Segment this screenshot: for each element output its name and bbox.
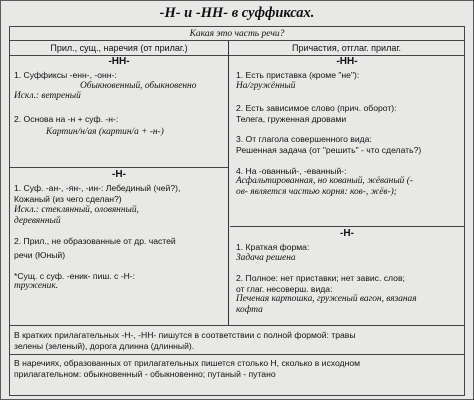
right-nn-example-3: Решенная задача (от "решить" - что сделать?): [236, 144, 422, 155]
right-n-header: -Н-: [340, 228, 354, 239]
left-nn-rule-2: 2. Основа на -н + суф. -н-:: [14, 113, 119, 124]
left-n-header: -Н-: [112, 169, 126, 180]
left-n-exception-2: деревянный: [14, 215, 61, 226]
right-nn-rule-1: 1. Есть приставка (кроме "не"):: [236, 70, 360, 80]
left-n-rule-1: 1. Суф. -ан-, -ян-, -ин-: Лебединый (чей?),: [14, 183, 181, 193]
right-n-rule-1: 1. Краткая форма:: [236, 242, 310, 252]
left-nn-exception-1: Искл.: ветреный: [14, 91, 81, 102]
left-n-example-2: речи (Юный): [14, 249, 66, 260]
right-nn-rule-2: 2. Есть зависимое слово (прич. оборот):: [236, 103, 397, 114]
right-n-example-1: Задача решена: [236, 252, 296, 263]
left-n-rule-3: *Сущ. с суф. -еник- пиш. с -Н-:: [14, 270, 136, 281]
right-column-header: Причастия, отглаг. прилаг.: [229, 41, 464, 56]
note-adverbs-1: В наречиях, образованных от прилагательных пишется столько Н, сколько в исходном: [14, 358, 361, 368]
note-adverbs-2: прилагательном: обыкновенный - обыкновенно; путаный - путано: [14, 369, 276, 379]
right-n-rule-2b: от глаг. несоверш. вида:: [236, 283, 333, 294]
bottom-notes: [9, 324, 465, 396]
right-nn-header: -НН-: [336, 56, 358, 67]
right-n-rule-2: 2. Полное: нет приставки; нет завис. слов;: [236, 273, 405, 284]
right-n-example-2b: кофта: [236, 304, 263, 315]
left-n-exception-1: Искл.: стеклянный, оловянный,: [14, 205, 139, 216]
right-nn-example-2: Телега, груженная дровами: [236, 113, 347, 124]
right-n-block: [230, 227, 464, 324]
left-column-header: Прил., сущ., наречия (от прилаг.): [10, 41, 228, 56]
right-nn-example-1: На/гружённый: [236, 80, 296, 91]
note-short-adj-2: зелены (зеленый), дорога длинна (длинный).: [14, 341, 195, 351]
right-nn-rule-3: 3. От глагола совершенного вида:: [236, 134, 372, 145]
right-nn-example-4b: ов- является частью корня: ков-, жёв-);: [236, 186, 397, 197]
rules-table: [9, 40, 465, 326]
left-n-example-3: труженик.: [14, 281, 59, 292]
left-nn-rule-1: 1. Суффиксы -енн-, -онн-:: [14, 70, 117, 80]
note-short-adj-1: В кратких прилагательных -Н-, -НН- пишутся в соответствии с полной формой: травы: [14, 330, 356, 340]
left-n-block: [10, 168, 228, 324]
left-n-rule-2: 2. Прил., не образованные от др. частей: [14, 236, 176, 247]
left-nn-block: [10, 55, 228, 167]
page-title: -Н- и -НН- в суффиксах.: [159, 5, 315, 21]
bottom-divider: [10, 354, 464, 355]
right-n-example-2: Печеная картошка, груженый вагон, вязаная: [236, 294, 417, 305]
left-n-example-1: Кожаный (из чего сделан?): [14, 193, 122, 204]
left-nn-example-1: Обыкновенный, обыкновенно: [80, 80, 197, 91]
right-nn-block: [230, 55, 464, 226]
question-header: Какая это часть речи?: [9, 26, 465, 41]
left-nn-example-2: Картин/н/ая (картин/а + -н-): [46, 127, 164, 138]
right-nn-rule-4: 4. На -ованный-, -еванный-:: [236, 165, 347, 176]
rule-sheet: [1, 1, 473, 399]
column-divider: [228, 41, 229, 325]
right-nn-example-4: Асфальтированная, но кованый, жёваный (-: [236, 176, 413, 187]
left-nn-header: -НН-: [108, 56, 130, 67]
